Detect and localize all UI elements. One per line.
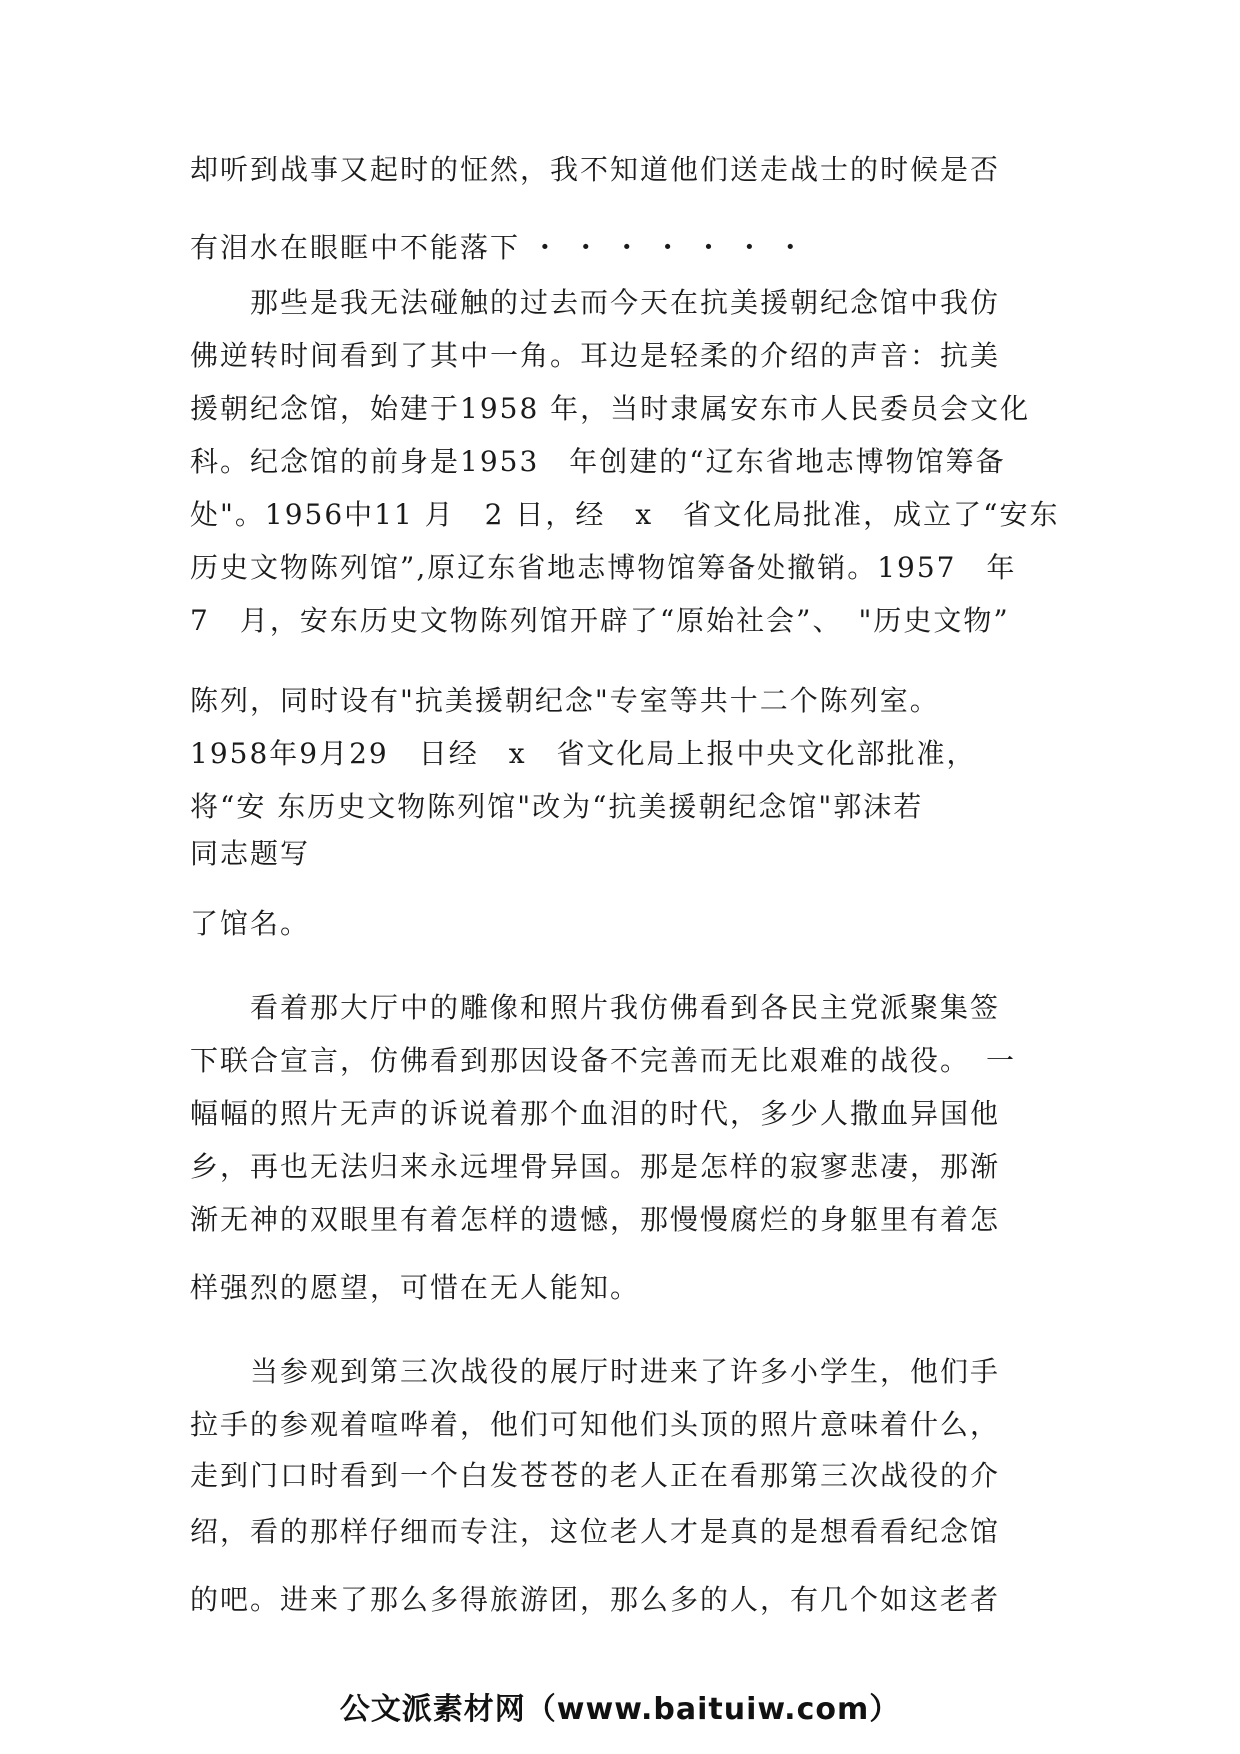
text-line: 科。纪念馆的前身是1953 年创建的“辽东省地志博物馆筹备: [190, 445, 1006, 478]
footer-source-label: 公文派素材网（www.baituiw.com）: [339, 1692, 901, 1727]
text-line: 7 月，安东历史文物陈列馆开辟了“原始社会”、 "历史文物”: [190, 604, 1010, 637]
text-line: 那些是我无法碰触的过去而今天在抗美援朝纪念馆中我仿: [190, 286, 1001, 319]
text-line: 历史文物陈列馆”,原辽东省地志博物馆筹备处撤销。1957 年: [190, 551, 1017, 584]
text-line: 有泪水在眼眶中不能落下 ・ ・ ・ ・ ・ ・ ・: [190, 231, 807, 264]
text-line: 下联合宣言，仿佛看到那因设备不完善而无比艰难的战役。 一: [190, 1044, 1017, 1077]
text-line: 援朝纪念馆，始建于1958 年，当时隶属安东市人民委员会文化: [190, 392, 1031, 425]
text-line: 的吧。进来了那么多得旅游团，那么多的人，有几个如这老者: [190, 1583, 1001, 1616]
text-line: 了馆名。: [190, 907, 311, 940]
text-line: 样强烈的愿望，可惜在无人能知。: [190, 1271, 641, 1304]
text-line: 1958年9月29 日经 x 省文化局上报中央文化部批准，: [190, 737, 977, 770]
text-line: 佛逆转时间看到了其中一角。耳边是轻柔的介绍的声音：抗美: [190, 339, 1001, 372]
text-line: 拉手的参观着喧哗着，他们可知他们头顶的照片意味着什么，: [190, 1408, 1001, 1441]
text-line: 当参观到第三次战役的展厅时进来了许多小学生，他们手: [190, 1355, 1001, 1388]
text-line: 看着那大厅中的雕像和照片我仿佛看到各民主党派聚集签: [190, 991, 1001, 1024]
text-line: 幅幅的照片无声的诉说着那个血泪的时代，多少人撒血异国他: [190, 1097, 1001, 1130]
text-line: 陈列，同时设有"抗美援朝纪念"专室等共十二个陈列室。: [190, 684, 940, 717]
text-line: 却听到战事又起时的怔然，我不知道他们送走战士的时候是否: [190, 153, 1001, 186]
text-line: 将“安 东历史文物陈列馆"改为“抗美援朝纪念馆"郭沫若: [190, 790, 924, 823]
text-line: 走到门口时看到一个白发苍苍的老人正在看那第三次战役的介: [190, 1459, 1001, 1492]
text-line: 绍，看的那样仔细而专注，这位老人才是真的是想看看纪念馆: [190, 1515, 1001, 1548]
text-line: 渐无神的双眼里有着怎样的遗憾，那慢慢腐烂的身躯里有着怎: [190, 1203, 1001, 1236]
text-line: 处"。1956中11 月 2 日，经 x 省文化局批准，成立了“安东: [190, 498, 1060, 531]
text-line: 同志题写: [190, 837, 311, 870]
text-line: 乡，再也无法归来永远埋骨异国。那是怎样的寂寥悲凄，那渐: [190, 1150, 1001, 1183]
